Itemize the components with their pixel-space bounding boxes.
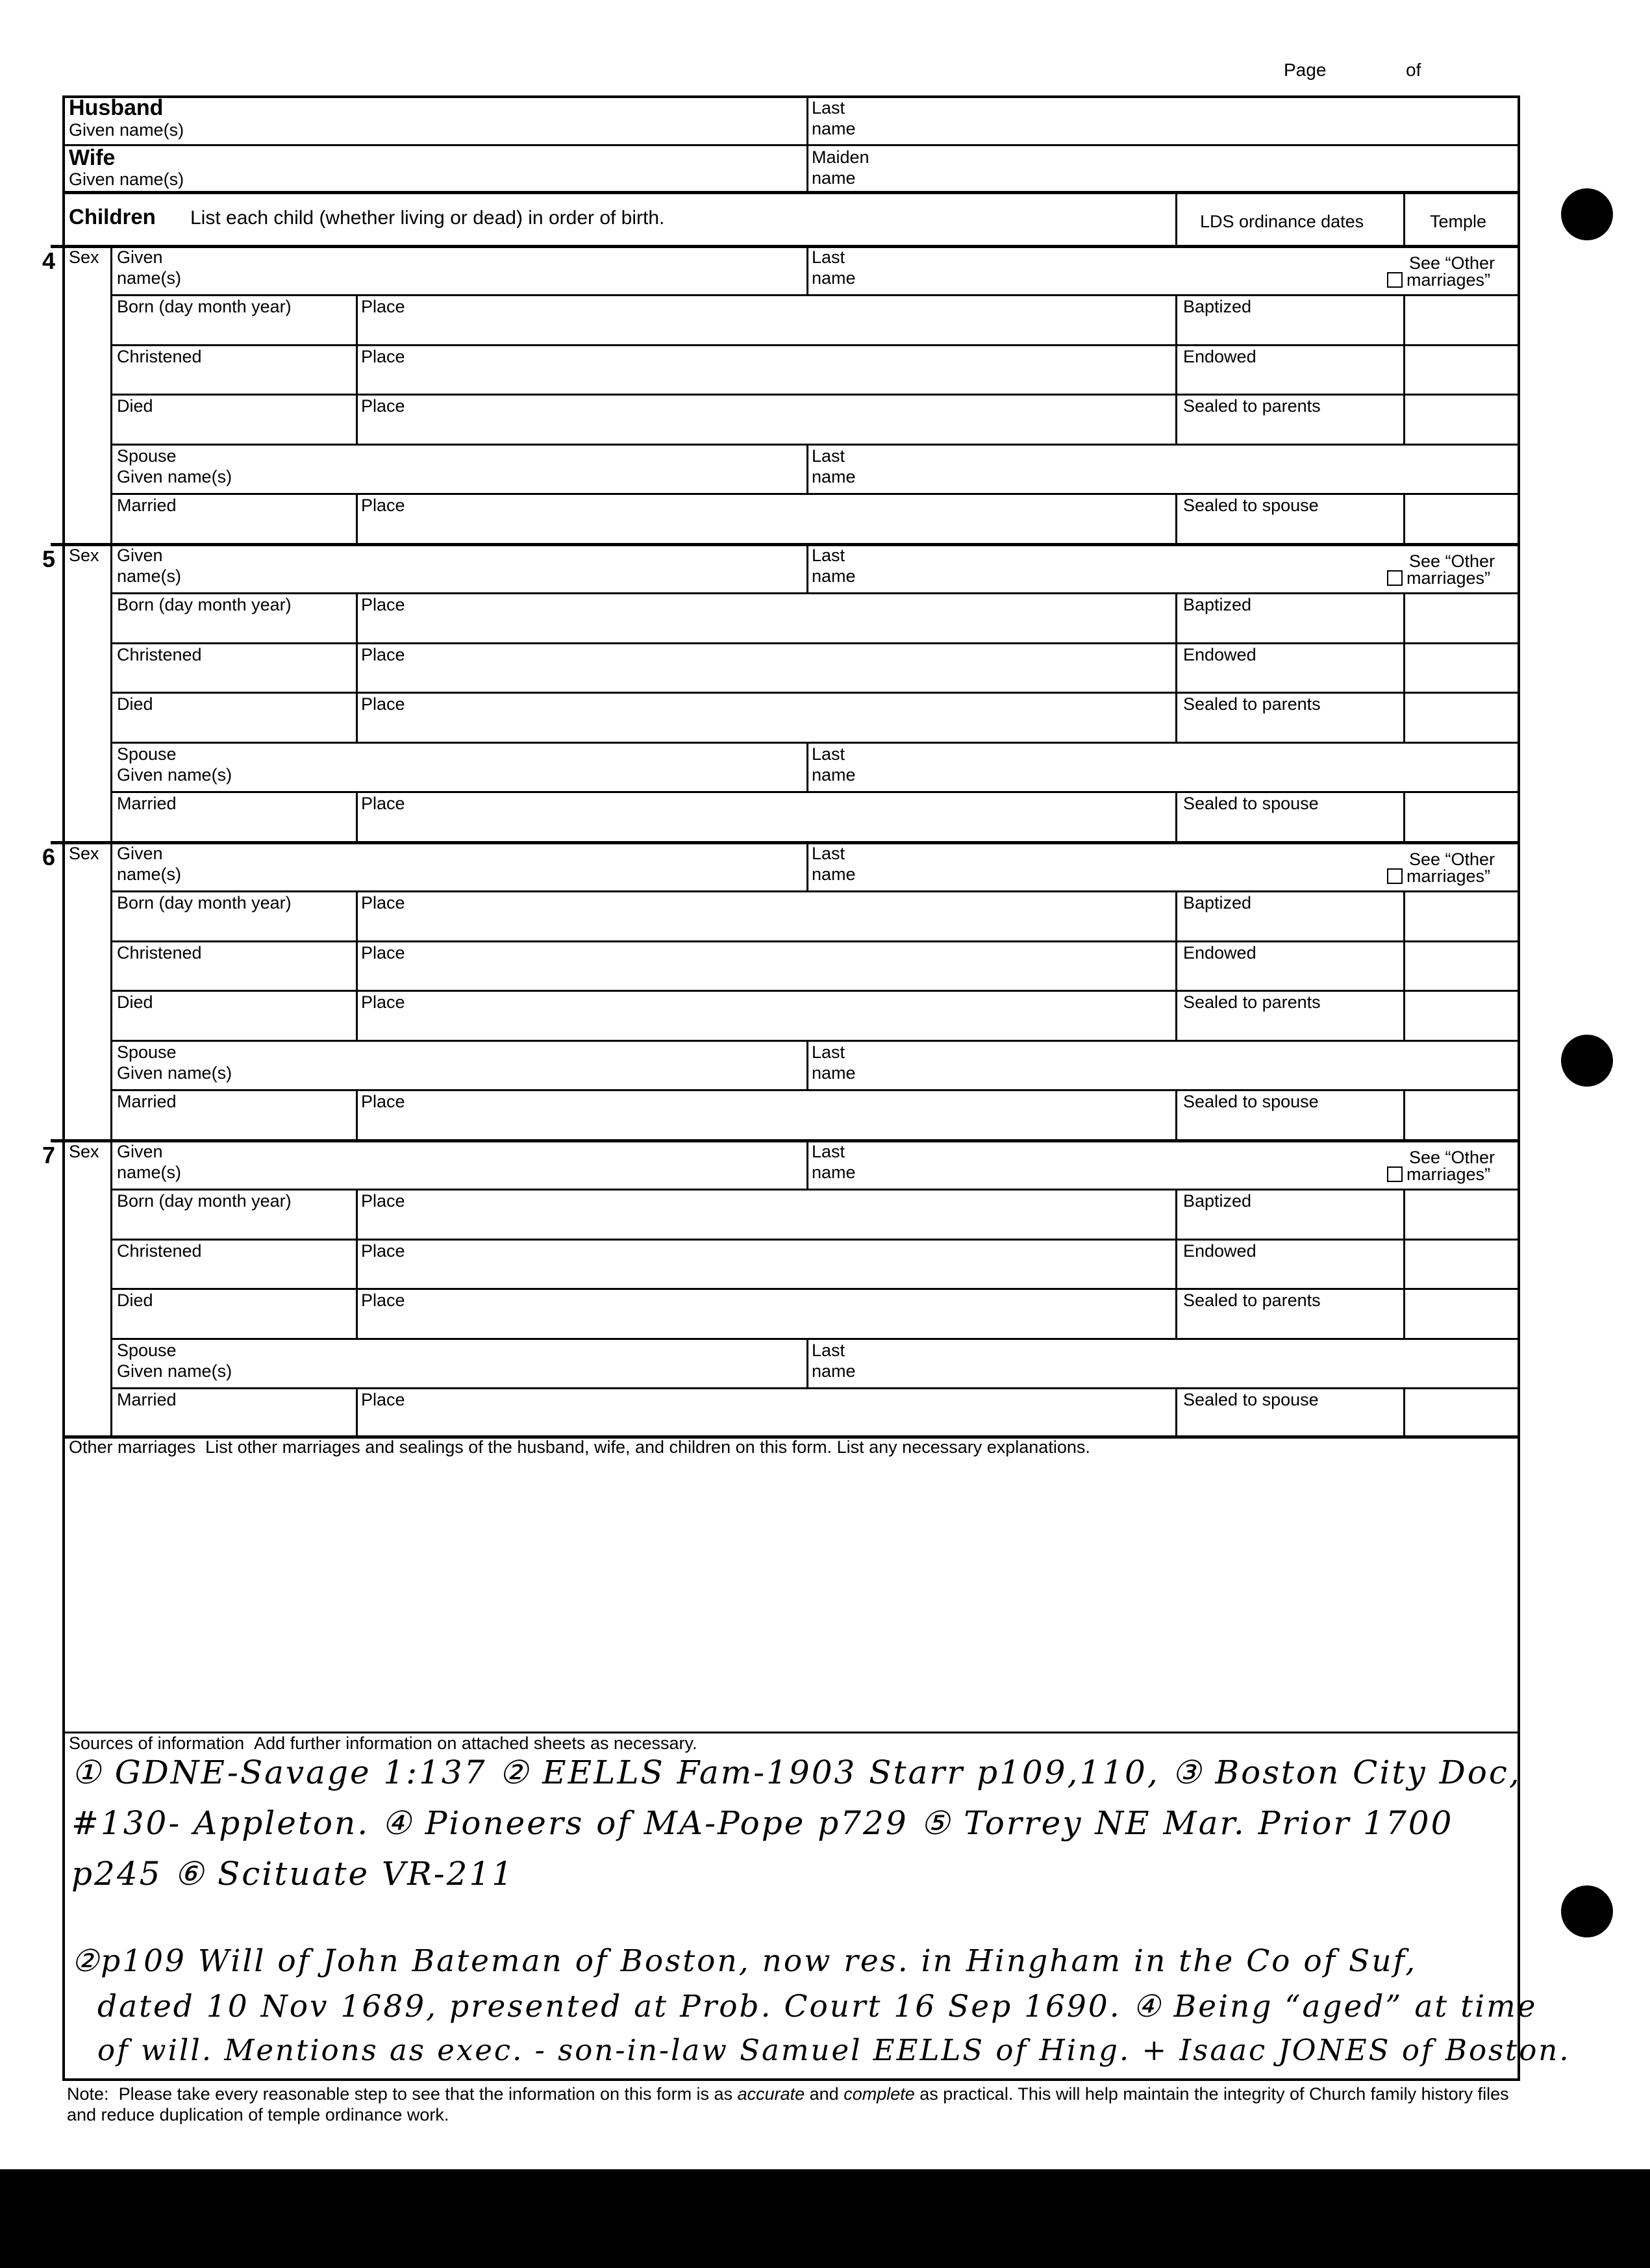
other-marriages-title: Other marriages xyxy=(69,1437,196,1457)
marriages-label: marriages” xyxy=(1406,866,1491,886)
place-label: Place xyxy=(361,694,405,714)
married-place-divider xyxy=(356,1089,358,1139)
row-divider xyxy=(110,890,1519,892)
given-name-label: Given name(s) xyxy=(117,247,182,288)
ordinance-divider xyxy=(1175,1387,1177,1437)
other-marriages-checkbox-row xyxy=(1387,270,1490,290)
spouse-last-label: Last name xyxy=(812,446,856,486)
place-label: Place xyxy=(361,1291,405,1310)
other-marriages-checkbox[interactable] xyxy=(1387,570,1403,586)
endowed-label: Endowed xyxy=(1183,1241,1256,1261)
row-divider xyxy=(110,940,1519,942)
other-marriages-checkbox[interactable] xyxy=(1387,1166,1403,1182)
row-divider xyxy=(110,1189,1519,1191)
wife-given-label: Given name(s) xyxy=(69,170,184,189)
children-header-top xyxy=(64,191,1519,194)
temple-col-divider xyxy=(1403,1189,1405,1338)
place-label: Place xyxy=(361,595,405,614)
footer-note xyxy=(67,2084,1521,2125)
see-other-label: See “Other xyxy=(1409,253,1495,273)
baptized-label: Baptized xyxy=(1183,1191,1252,1211)
last-name-label: Last name xyxy=(812,546,856,586)
spouse-last-divider xyxy=(806,742,808,791)
died-label: Died xyxy=(117,1291,153,1310)
lds-divider xyxy=(1175,192,1177,245)
endowed-label: Endowed xyxy=(1183,943,1256,963)
christened-label: Christened xyxy=(117,1241,202,1261)
sealed-spouse-label: Sealed to spouse xyxy=(1183,1390,1319,1409)
place-label: Place xyxy=(361,347,405,366)
last-name-label: Last name xyxy=(812,844,856,884)
place-label: Place xyxy=(361,396,405,416)
see-other-label: See “Other xyxy=(1409,1148,1495,1167)
sex-label: Sex xyxy=(69,844,99,863)
child-block-top xyxy=(51,543,1519,546)
place-label: Place xyxy=(361,1241,405,1261)
marriages-label: marriages” xyxy=(1406,568,1491,588)
endowed-label: Endowed xyxy=(1183,347,1256,366)
temple-label: Temple xyxy=(1430,212,1487,231)
spouse-last-divider xyxy=(806,1338,808,1387)
baptized-label: Baptized xyxy=(1183,595,1252,614)
last-name-label: Last name xyxy=(812,1142,856,1182)
other-marriages-checkbox[interactable] xyxy=(1387,868,1403,884)
husband-wife-divider xyxy=(64,144,1519,146)
ordinance-divider xyxy=(1175,294,1177,444)
marriages-label: marriages” xyxy=(1406,1165,1491,1184)
place-label: Place xyxy=(361,297,405,316)
see-other-label: See “Other xyxy=(1409,551,1495,571)
other-marriages-checkbox-row xyxy=(1387,1164,1490,1185)
born-label: Born (day month year) xyxy=(117,595,292,614)
place-divider xyxy=(356,1189,358,1338)
temple-col-divider xyxy=(1403,791,1405,841)
child-number: 7 xyxy=(42,1142,56,1168)
place-divider xyxy=(356,890,358,1040)
place-label: Place xyxy=(361,943,405,963)
christened-label: Christened xyxy=(117,645,202,664)
sources-title: Sources of information xyxy=(69,1733,245,1753)
place-label: Place xyxy=(361,496,405,515)
sealed-parents-label: Sealed to parents xyxy=(1183,1291,1321,1310)
born-label: Born (day month year) xyxy=(117,893,292,913)
husband-given-label: Given name(s) xyxy=(69,120,184,140)
note-text-2: as practical. This will help maintain the integrity of Church family history files and reduce duplication of temple ordinance work. xyxy=(67,2084,1509,2124)
child-number: 6 xyxy=(42,844,56,870)
temple-col-divider xyxy=(1403,890,1405,1040)
wife-title: Wife xyxy=(69,145,116,170)
died-label: Died xyxy=(117,992,153,1012)
note-complete: complete xyxy=(844,2084,915,2104)
punch-hole-middle xyxy=(1561,1035,1613,1087)
spouse-label: Spouse Given name(s) xyxy=(117,446,232,486)
child-number: 4 xyxy=(42,247,56,274)
spouse-last-label: Last name xyxy=(812,1341,856,1381)
baptized-label: Baptized xyxy=(1183,893,1252,913)
place-label: Place xyxy=(361,1092,405,1111)
died-label: Died xyxy=(117,396,153,416)
sealed-spouse-label: Sealed to spouse xyxy=(1183,1092,1319,1111)
scan-bottom-edge xyxy=(0,2169,1650,2268)
sex-label: Sex xyxy=(69,247,99,267)
other-marriages-checkbox-row xyxy=(1387,866,1490,887)
children-instruction: List each child (whether living or dead) in order of birth. xyxy=(190,207,665,229)
married-place-divider xyxy=(356,791,358,841)
married-label: Married xyxy=(117,1390,177,1409)
sources-instruction: Add further information on attached sheets as necessary. xyxy=(254,1733,697,1753)
sealed-parents-label: Sealed to parents xyxy=(1183,992,1321,1012)
sealed-spouse-label: Sealed to spouse xyxy=(1183,496,1319,515)
endowed-label: Endowed xyxy=(1183,645,1256,664)
last-name-divider xyxy=(806,245,808,294)
punch-hole-top xyxy=(1561,188,1613,240)
handwritten-source-line-2: #130- Appleton. ④ Pioneers of MA-Pope p729 ⑤ Torrey NE Mar. Prior 1700 xyxy=(71,1804,1454,1842)
child-block-top xyxy=(51,1139,1519,1142)
married-label: Married xyxy=(117,1092,177,1111)
spouse-label: Spouse Given name(s) xyxy=(117,1341,232,1381)
married-label: Married xyxy=(117,794,177,813)
married-place-divider xyxy=(356,493,358,543)
sealed-parents-label: Sealed to parents xyxy=(1183,694,1321,714)
sources-section xyxy=(69,1733,697,1754)
other-marriages-checkbox-row xyxy=(1387,568,1490,588)
last-name-divider xyxy=(806,543,808,592)
place-label: Place xyxy=(361,1390,405,1409)
other-marriages-section xyxy=(69,1437,1090,1457)
born-label: Born (day month year) xyxy=(117,1191,292,1211)
temple-col-divider xyxy=(1403,493,1405,543)
ordinance-divider xyxy=(1175,1189,1177,1338)
sealed-parents-label: Sealed to parents xyxy=(1183,396,1321,416)
spouse-label: Spouse Given name(s) xyxy=(117,1042,232,1083)
children-title: Children xyxy=(69,205,156,229)
row-divider xyxy=(110,1239,1519,1241)
child-number: 5 xyxy=(42,546,56,572)
last-name-divider xyxy=(806,1139,808,1189)
ordinance-divider xyxy=(1175,592,1177,742)
other-marriages-checkbox[interactable] xyxy=(1387,272,1403,288)
place-divider xyxy=(356,592,358,742)
spouse-last-divider xyxy=(806,1040,808,1089)
page-label: Page xyxy=(1284,60,1327,80)
died-label: Died xyxy=(117,694,153,714)
wife-maiden-label: Maiden name xyxy=(812,147,869,188)
given-name-label: Given name(s) xyxy=(117,844,182,884)
row-divider xyxy=(110,344,1519,346)
place-label: Place xyxy=(361,645,405,664)
place-label: Place xyxy=(361,1191,405,1211)
ordinance-divider xyxy=(1175,1089,1177,1139)
spouse-last-divider xyxy=(806,444,808,493)
spouse-last-label: Last name xyxy=(812,1042,856,1083)
marriages-label: marriages” xyxy=(1406,270,1491,290)
sex-label: Sex xyxy=(69,1142,99,1161)
place-divider xyxy=(356,294,358,444)
note-and: and xyxy=(805,2084,844,2104)
see-other-label: See “Other xyxy=(1409,850,1495,869)
handwritten-note-line-3: of will. Mentions as exec. - son-in-law Samuel EELLS of Hing. + Isaac JONES of Boston. xyxy=(97,2033,1571,2067)
temple-col-divider xyxy=(1403,592,1405,742)
temple-divider xyxy=(1403,192,1405,245)
last-name-label: Last name xyxy=(812,247,856,288)
handwritten-source-line-1: ① GDNE-Savage 1:137 ② EELLS Fam-1903 Starr p109,110, ③ Boston City Doc, xyxy=(71,1754,1521,1791)
temple-col-divider xyxy=(1403,294,1405,444)
christened-label: Christened xyxy=(117,943,202,963)
born-label: Born (day month year) xyxy=(117,297,292,316)
last-name-divider xyxy=(806,841,808,890)
row-divider xyxy=(110,294,1519,296)
married-label: Married xyxy=(117,496,177,515)
husband-title: Husband xyxy=(69,95,164,120)
spouse-last-label: Last name xyxy=(812,744,856,785)
of-label: of xyxy=(1406,60,1421,80)
place-label: Place xyxy=(361,992,405,1012)
place-label: Place xyxy=(361,794,405,813)
husband-last-label: Last name xyxy=(812,98,856,138)
handwritten-source-line-3: p245 ⑥ Scituate VR-211 xyxy=(71,1855,515,1893)
christened-label: Christened xyxy=(117,347,202,366)
temple-col-divider xyxy=(1403,1089,1405,1139)
row-divider xyxy=(110,592,1519,594)
ordinance-divider xyxy=(1175,791,1177,841)
note-label: Note: xyxy=(67,2084,109,2104)
ordinance-divider xyxy=(1175,493,1177,543)
sealed-spouse-label: Sealed to spouse xyxy=(1183,794,1319,813)
row-divider xyxy=(110,642,1519,644)
handwritten-note-line-1: ②p109 Will of John Bateman of Boston, now res. in Hingham in the Co of Suf, xyxy=(71,1943,1418,1979)
lds-ordinance-dates: LDS ordinance dates xyxy=(1200,212,1364,231)
note-text-1: Please take every reasonable step to see that the information on this form is as xyxy=(118,2084,738,2104)
temple-col-divider xyxy=(1403,1387,1405,1437)
handwritten-note-line-2: dated 10 Nov 1689, presented at Prob. Court 16 Sep 1690. ④ Being “aged” at time xyxy=(97,1989,1538,2024)
note-accurate: accurate xyxy=(737,2084,805,2104)
sex-label: Sex xyxy=(69,546,99,565)
punch-hole-bottom xyxy=(1561,1885,1613,1937)
baptized-label: Baptized xyxy=(1183,297,1252,316)
married-place-divider xyxy=(356,1387,358,1437)
place-label: Place xyxy=(361,893,405,913)
child-block-top xyxy=(51,245,1519,248)
given-name-label: Given name(s) xyxy=(117,1142,182,1182)
spouse-label: Spouse Given name(s) xyxy=(117,744,232,785)
given-name-label: Given name(s) xyxy=(117,546,182,586)
other-marriages-instruction: List other marriages and sealings of the husband, wife, and children on this form. List any necessary explanations. xyxy=(205,1437,1090,1457)
child-block-top xyxy=(51,841,1519,844)
ordinance-divider xyxy=(1175,890,1177,1040)
